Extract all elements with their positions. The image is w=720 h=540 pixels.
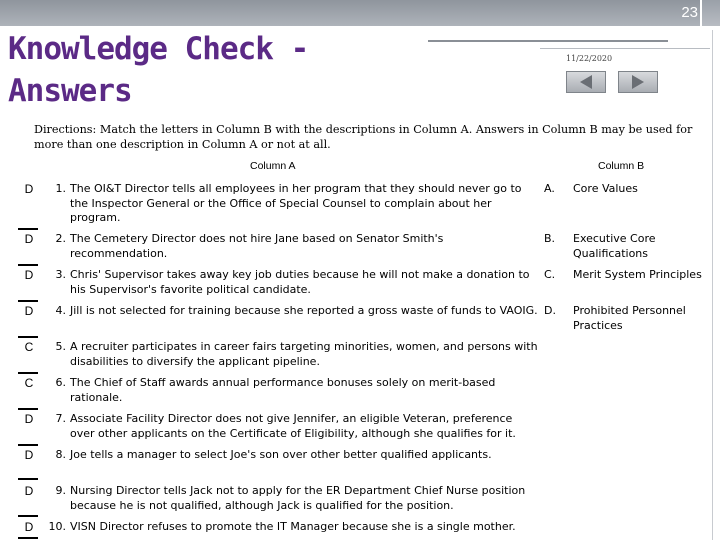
- question-number: 9.: [55, 484, 66, 497]
- answer-letter: C: [24, 376, 34, 390]
- answer-underline: [18, 408, 38, 410]
- slide-number: 23: [681, 4, 698, 21]
- question-number: 8.: [55, 448, 66, 461]
- question-text: Associate Facility Director does not give Jennifer, an eligible Veteran, preference over other applicants on the Certificate of Eligibility, although she qualifies for it.: [70, 412, 516, 440]
- column-b-letter: C.: [544, 268, 556, 281]
- question-text: The OI&T Director tells all employees in her program that they should never go to the Inspector General or the Office of Special Counsel to complain about her program.: [70, 182, 522, 224]
- question-text: Chris' Supervisor takes away key job duties because he will not make a donation to his Supervisor's favorite political candidate.: [70, 268, 530, 296]
- arrow-left-icon: [580, 75, 592, 89]
- answer-letter: D: [24, 412, 34, 426]
- answer-letter: D: [24, 268, 34, 282]
- question-text: The Chief of Staff awards annual performance bonuses solely on merit-based rationale.: [70, 376, 496, 404]
- directions-text: Directions: Match the letters in Column B with the descriptions in Column A. Answers in Column B may be used for more than one description in Column A or not at all.: [34, 123, 693, 151]
- title-line-1: Knowledge Check -: [8, 31, 309, 67]
- question-number: 4.: [55, 304, 66, 317]
- answer-underline: [18, 537, 38, 539]
- answer-letter: D: [24, 182, 34, 196]
- answer-letter: D: [24, 448, 34, 462]
- answer-underline: [18, 372, 38, 374]
- question-number: 10.: [48, 520, 66, 533]
- answer-underline: [18, 336, 38, 338]
- slide-title: [8, 28, 308, 112]
- answer-underline: [18, 300, 38, 302]
- answer-underline: [18, 264, 38, 266]
- answer-underline: [18, 515, 38, 517]
- accent-line-secondary: [540, 48, 710, 49]
- question-text: Nursing Director tells Jack not to apply for the ER Department Chief Nurse position because he is not qualified, although Jack is qualified for the position.: [70, 484, 526, 512]
- question-text: Joe tells a manager to select Joe's son over other better qualified applicants.: [70, 448, 492, 461]
- arrow-right-icon: [632, 75, 644, 89]
- answer-letter: D: [24, 232, 34, 246]
- answer-letter: C: [24, 340, 34, 354]
- column-b-letter: B.: [544, 232, 556, 245]
- previous-slide-button[interactable]: [566, 71, 606, 93]
- right-rule: [712, 30, 713, 540]
- column-b-text: Core Values: [573, 182, 638, 195]
- question-text: A recruiter participates in career fairs targeting minorities, women, and persons with disabilities to diversify the applicant pipeline.: [70, 340, 538, 368]
- question-number: 5.: [55, 340, 66, 353]
- column-a-header: Column A: [250, 160, 296, 172]
- answer-underline: [18, 444, 38, 446]
- question-number: 2.: [55, 232, 66, 245]
- top-bar-inner: [0, 0, 702, 26]
- column-b-letter: D.: [544, 304, 556, 317]
- answer-letter: D: [24, 304, 34, 318]
- answer-letter: D: [24, 484, 34, 498]
- question-number: 7.: [55, 412, 66, 425]
- column-b-text: Merit System Principles: [573, 268, 702, 281]
- answer-underline: [18, 478, 38, 480]
- accent-line: [428, 40, 668, 42]
- answer-underline: [18, 228, 38, 230]
- answer-letter: D: [24, 520, 34, 534]
- slide-date: 11/22/2020: [566, 54, 613, 63]
- next-slide-button[interactable]: [618, 71, 658, 93]
- question-text: The Cemetery Director does not hire Jane based on Senator Smith's recommendation.: [70, 232, 444, 260]
- question-text: Jill is not selected for training because she reported a gross waste of funds to VAOIG.: [70, 304, 538, 317]
- question-number: 3.: [55, 268, 66, 281]
- title-line-2: Answers: [8, 73, 132, 109]
- column-b-text: Executive Core Qualifications: [573, 232, 656, 260]
- question-number: 6.: [55, 376, 66, 389]
- top-bar: [0, 0, 720, 26]
- question-number: 1.: [55, 182, 66, 195]
- question-text: VISN Director refuses to promote the IT Manager because she is a single mother.: [70, 520, 516, 533]
- column-b-text: Prohibited Personnel Practices: [573, 304, 686, 332]
- column-b-letter: A.: [544, 182, 555, 195]
- column-b-header: Column B: [598, 160, 645, 172]
